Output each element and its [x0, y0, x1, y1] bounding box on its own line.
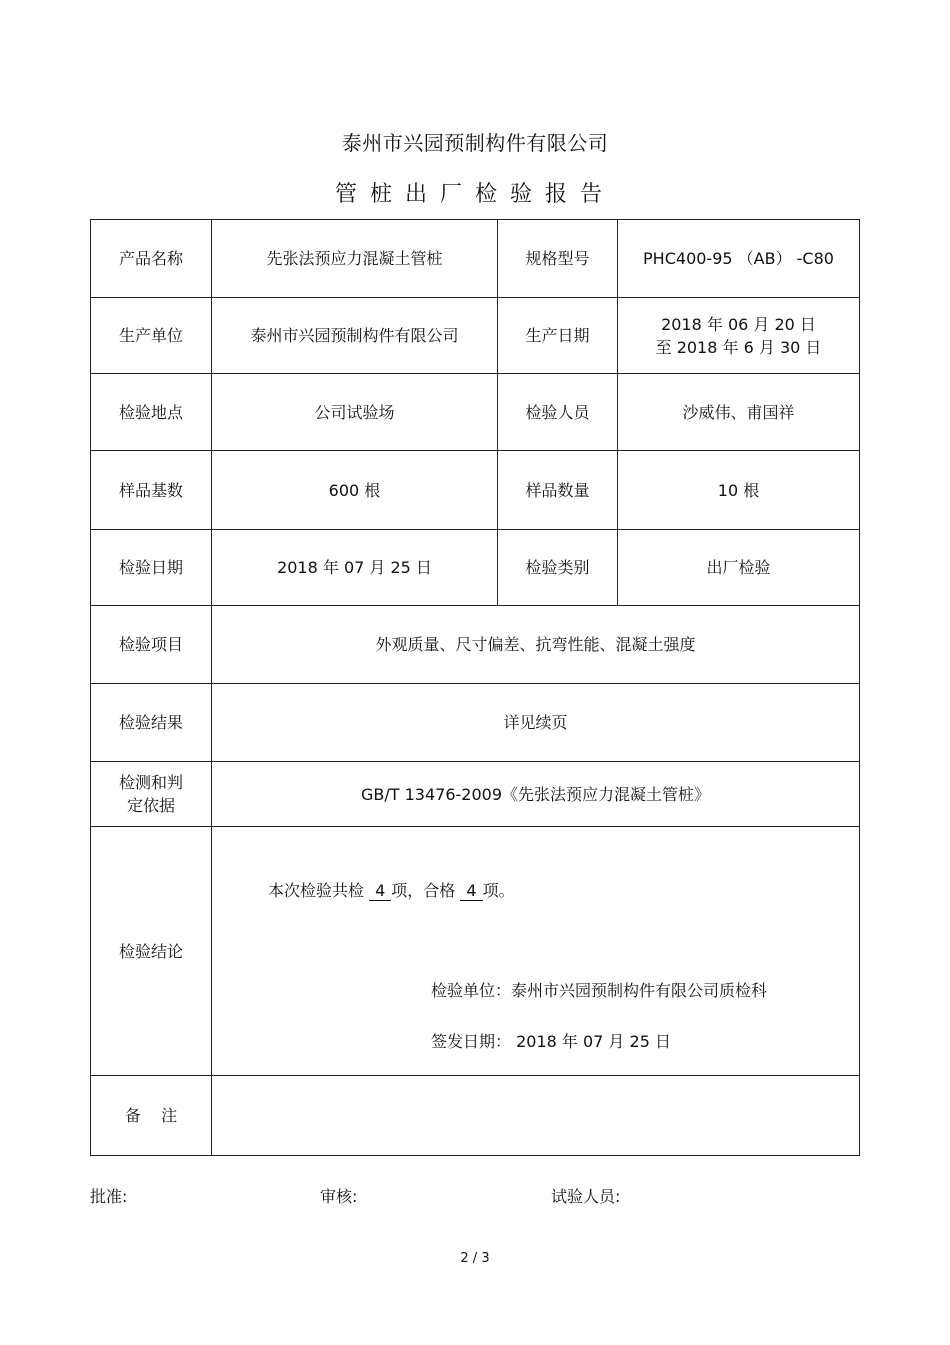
location-label: 检验地点	[91, 374, 212, 451]
basis-label-line2: 定依据	[126, 796, 175, 815]
remarks-value	[212, 1076, 860, 1156]
sample-count-value: 10 根	[618, 451, 860, 530]
spec-value: PHC400-95 （AB） -C80	[618, 220, 860, 298]
table-row	[91, 684, 860, 762]
conclusion-label: 检验结论	[91, 827, 212, 1076]
location-value: 公司试验场	[212, 374, 498, 451]
table-row	[91, 530, 860, 606]
review-signature: 审核:	[320, 1187, 358, 1206]
sample-count-label: 样品数量	[498, 451, 618, 530]
prod-date-value	[618, 298, 860, 374]
base-count-label: 样品基数	[91, 451, 212, 530]
report-title: 管桩出厂检验报告	[334, 182, 615, 207]
basis-label	[91, 762, 212, 827]
conclusion-cell	[212, 827, 860, 1076]
insp-type-value: 出厂检验	[618, 530, 860, 606]
inspectors-value: 沙威伟、甫国祥	[618, 374, 860, 451]
prod-date-label: 生产日期	[498, 298, 618, 374]
remarks-label: 备 注	[91, 1076, 212, 1156]
base-count-value: 600 根	[212, 451, 498, 530]
table-row	[91, 298, 860, 374]
inspectors-label: 检验人员	[498, 374, 618, 451]
issue-date: 签发日期： 2018 年 07 月 25 日	[431, 1032, 671, 1051]
items-value: 外观质量、尺寸偏差、抗弯性能、混凝土强度	[212, 606, 860, 684]
inspection-table	[90, 219, 860, 1156]
table-row	[91, 1076, 860, 1156]
basis-label-line1: 检测和判	[118, 773, 183, 792]
product-name-value: 先张法预应力混凝土管桩	[212, 220, 498, 298]
product-name-label: 产品名称	[91, 220, 212, 298]
insp-date-value: 2018 年 07 月 25 日	[212, 530, 498, 606]
table-row	[91, 451, 860, 530]
prod-date-end: 至 2018 年 6 月 30 日	[655, 337, 822, 357]
company-name: 泰州市兴园预制构件有限公司	[341, 131, 609, 155]
page-number: 2 / 3	[460, 1251, 490, 1266]
table-row	[91, 762, 860, 827]
table-row	[91, 220, 860, 298]
tester-signature: 试验人员:	[551, 1187, 621, 1206]
insp-type-label: 检验类别	[498, 530, 618, 606]
approve-signature: 批准:	[90, 1187, 128, 1206]
insp-date-label: 检验日期	[91, 530, 212, 606]
prod-date-start: 2018 年 06 月 20 日	[661, 314, 816, 334]
conclusion-text-b: 项，合格	[391, 881, 456, 900]
conclusion-summary	[268, 879, 515, 902]
items-label: 检验项目	[91, 606, 212, 684]
result-label: 检验结果	[91, 684, 212, 762]
checked-count: 4	[369, 882, 391, 901]
producer-value: 泰州市兴园预制构件有限公司	[212, 298, 498, 374]
basis-value: GB/T 13476-2009《先张法预应力混凝土管桩》	[212, 762, 860, 827]
inspection-unit: 检验单位：泰州市兴园预制构件有限公司质检科	[431, 981, 768, 1000]
producer-label: 生产单位	[91, 298, 212, 374]
spec-label: 规格型号	[498, 220, 618, 298]
conclusion-text-c: 项。	[482, 881, 515, 900]
result-value: 详见续页	[212, 684, 860, 762]
table-row	[91, 606, 860, 684]
conclusion-text-a: 本次检验共检	[268, 881, 365, 900]
table-row	[91, 374, 860, 451]
table-row	[91, 827, 860, 1076]
passed-count: 4	[460, 882, 482, 901]
